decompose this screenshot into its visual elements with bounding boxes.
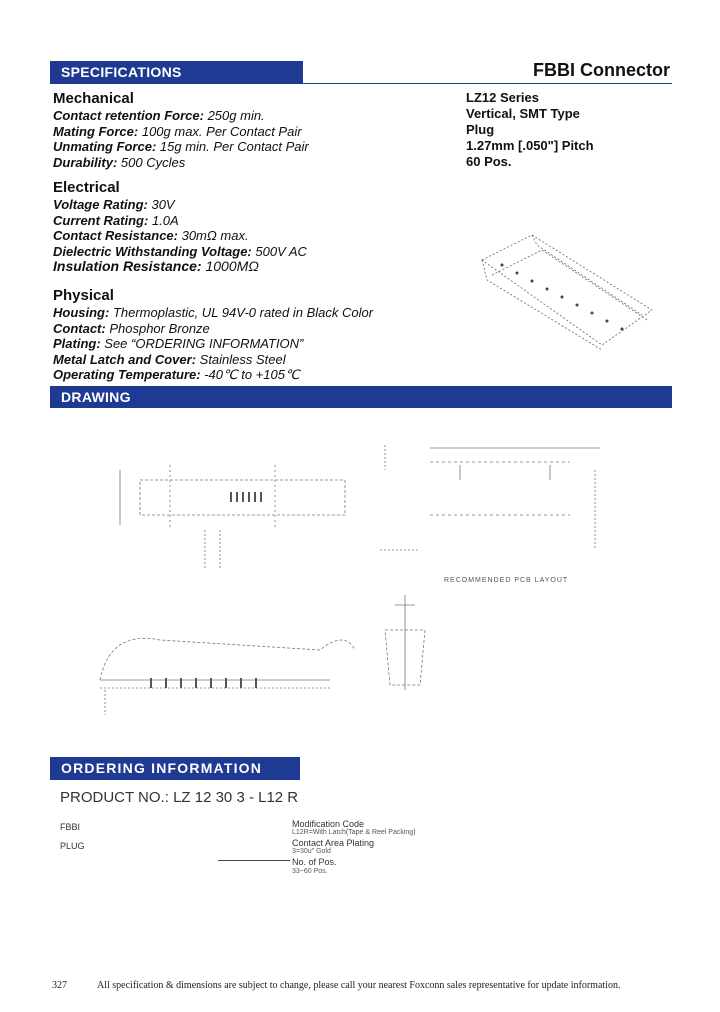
drawing-header: DRAWING (50, 386, 672, 408)
footer-note: All specification & dimensions are subject to change, please call your nearest Foxconn sales representative for update information. (97, 980, 621, 991)
footer (52, 980, 620, 991)
gender-line: Plug (466, 122, 495, 137)
recommended-layout-label: RECOMMENDED PCB LAYOUT (444, 577, 569, 584)
spec-row: Mating Force: 100g max. Per Contact Pair (53, 123, 302, 139)
product-title: FBBI Connector (533, 60, 670, 80)
front-view-drawing (80, 610, 380, 720)
product-number: PRODUCT NO.: LZ 12 30 3 - L12 R (60, 789, 299, 806)
detail-view-drawing (375, 575, 435, 695)
spec-row: Durability: 500 Cycles (53, 154, 186, 170)
connector-illustration (462, 225, 662, 355)
fbbi-label: FBBI (60, 822, 81, 832)
specifications-header: SPECIFICATIONS (50, 61, 303, 83)
contact-plating-label: Contact Area Plating (292, 838, 375, 848)
spec-row: Plating: See “ORDERING INFORMATION” (53, 336, 304, 351)
physical-section (53, 287, 373, 383)
series-line: LZ12 Series (466, 90, 539, 105)
plug-label: PLUG (60, 841, 85, 851)
spec-row: Contact Resistance: 30mΩ max. (53, 228, 249, 243)
physical-heading: Physical (53, 287, 114, 304)
spec-row: Housing: Thermoplastic, UL 94V-0 rated in Black Color (53, 305, 374, 320)
spec-row: Contact retention Force: 250g min. (53, 108, 265, 123)
contact-plating-detail: 3=30u" Gold (292, 848, 331, 855)
pos-pointer-line (218, 860, 290, 861)
pitch-line: 1.27mm [.050"] Pitch (466, 138, 594, 153)
type-line: Vertical, SMT Type (466, 106, 580, 121)
page-number: 327 (52, 980, 67, 991)
product-summary (466, 90, 594, 170)
side-view-drawing (110, 455, 350, 575)
spec-row: Dielectric Withstanding Voltage: 500V AC (53, 243, 307, 259)
ordering-header: ORDERING INFORMATION (50, 757, 300, 779)
modification-code-detail: L12R=With Latch(Tape & Reel Packing) (292, 829, 416, 836)
spec-row: Current Rating: 1.0A (53, 212, 179, 228)
mechanical-section (53, 90, 309, 170)
modification-code-label: Modification Code (292, 819, 365, 829)
spec-row: Operating Temperature: -40℃ to +105℃ (53, 367, 300, 382)
no-of-pos-label: No. of Pos. (292, 857, 337, 867)
spec-row: Unmating Force: 15g min. Per Contact Pair (53, 139, 309, 154)
spec-row: Insulation Resistance: 1000MΩ (53, 258, 259, 274)
spec-row: Voltage Rating: 30V (53, 197, 175, 212)
spec-row: Contact: Phosphor Bronze (53, 320, 210, 336)
spec-row: Metal Latch and Cover: Stainless Steel (53, 351, 286, 367)
ordering-rule (50, 779, 300, 780)
mechanical-heading: Mechanical (53, 90, 134, 107)
positions-line: 60 Pos. (466, 154, 512, 169)
electrical-heading: Electrical (53, 179, 120, 196)
electrical-section (53, 179, 307, 275)
specifications-rule (50, 83, 672, 84)
no-of-pos-detail: 33~60 Pos. (292, 868, 328, 875)
